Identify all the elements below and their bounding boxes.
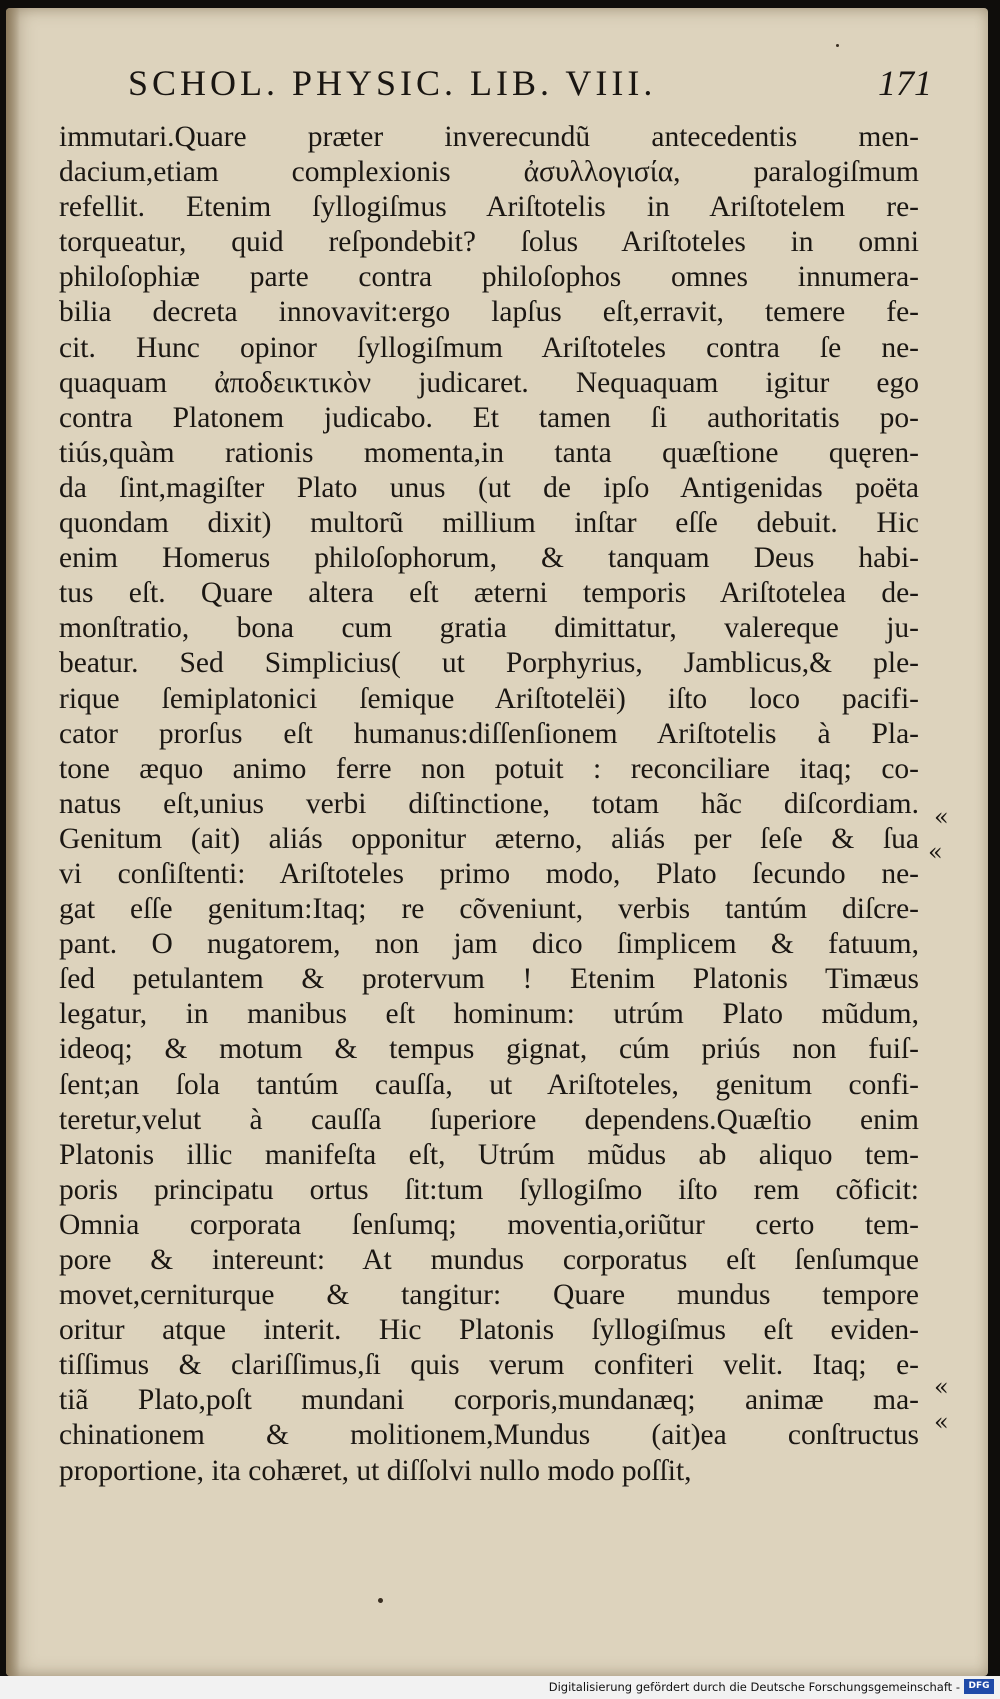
text-line: enim Homerus philoſophorum, & tanquam Deus habi- bbox=[59, 542, 919, 575]
text-line: Omnia corporata ſenſumq; moventia,oriũtur certo tem- bbox=[59, 1208, 919, 1241]
text-block bbox=[59, 120, 919, 1489]
text-line: beatur. Sed Simplicius( ut Porphyrius, Jamblicus,& ple- bbox=[59, 647, 919, 680]
text-line: teretur,velut à cauſſa ſuperiore dependens.Quæſtio enim bbox=[59, 1103, 919, 1136]
text-line: immutari.Quare præter inverecundũ antecedentis men- bbox=[59, 121, 919, 153]
text-line: bilia decreta innovavit:ergo lapſus eſt,erravit, temere fe- bbox=[59, 296, 919, 329]
text-line: tiſſimus & clariſſimus,ſi quis verum confiteri velit. Itaq; e- bbox=[59, 1349, 919, 1382]
text-line: da ſint,magiſter Plato unus (ut de ipſo Antigenidas poëta bbox=[59, 471, 919, 504]
text-line: movet,cerniturque & tangitur: Quare mundus tempore bbox=[59, 1279, 919, 1312]
text-line: contra Platonem judicabo. Et tamen ſi authoritatis po- bbox=[59, 401, 919, 434]
text-line: chinationem & molitionem,Mundus (ait)ea conſtructus bbox=[59, 1419, 919, 1452]
ink-speck bbox=[836, 44, 839, 47]
text-line: proportione, ita cohæret, ut diſſolvi nullo modo poſſit, bbox=[59, 1454, 692, 1487]
text-line: natus eſt,unius verbi diſtinctione, totam hãc diſcordiam. bbox=[59, 787, 919, 820]
quotation-mark: « bbox=[928, 838, 943, 866]
quotation-mark: « bbox=[934, 1373, 949, 1401]
dfg-logo: DFG bbox=[964, 1679, 994, 1694]
text-line: Genitum (ait) aliás opponitur æterno, aliás per ſeſe & ſua bbox=[59, 822, 919, 855]
margin-quotation-marks bbox=[928, 8, 974, 1676]
digitization-footer bbox=[0, 1676, 1000, 1699]
text-line: ideoq; & motum & tempus gignat, cúm priús non fuiſ- bbox=[59, 1033, 919, 1066]
text-line: Platonis illic manifeſta eſt, Utrúm mũdus ab aliquo tem- bbox=[59, 1138, 919, 1171]
text-line: gat eſſe genitum:Itaq; re cõveniunt, verbis tantúm diſcre- bbox=[59, 893, 919, 926]
text-line: quaquam ἀποδεικτικὸν judicaret. Nequaquam igitur ego bbox=[59, 366, 919, 399]
text-line: ſed petulantem & protervum ! Etenim Platonis Timæus bbox=[59, 963, 919, 996]
text-line: cit. Hunc opinor ſyllogiſmum Ariſtoteles contra ſe ne- bbox=[59, 331, 919, 364]
footer-credit: Digitalisierung gefördert durch die Deutsche Forschungsgemeinschaft - bbox=[548, 1680, 960, 1694]
text-line: tone æquo animo ferre non potuit : reconciliare itaq; co- bbox=[59, 752, 919, 785]
running-title: SCHOL. PHYSIC. LIB. VIII. bbox=[128, 63, 657, 103]
page-number: 171 bbox=[878, 63, 932, 103]
quotation-mark: « bbox=[934, 1408, 949, 1436]
text-line: ſent;an ſola tantúm cauſſa, ut Ariſtoteles, genitum confi- bbox=[59, 1068, 919, 1101]
running-head bbox=[6, 62, 974, 112]
text-line: rique ſemiplatonici ſemique Ariſtotelëi) iſto loco pacifi- bbox=[59, 682, 919, 715]
text-line: cator prorſus eſt humanus:diſſenſionem Ariſtotelis à Pla- bbox=[59, 717, 919, 750]
text-line: pore & intereunt: At mundus corporatus eſt ſenſumque bbox=[59, 1244, 919, 1276]
text-line: oritur atque interit. Hic Platonis ſyllogiſmus eſt eviden- bbox=[59, 1314, 919, 1347]
text-line: quondam dixit) multorũ millium inſtar eſſe debuit. Hic bbox=[59, 507, 919, 540]
text-line: torqueatur, quid reſpondebit? ſolus Ariſtoteles in omni bbox=[59, 226, 919, 259]
text-line: vi conſiſtenti: Ariſtoteles primo modo, Plato ſecundo ne- bbox=[59, 857, 919, 890]
text-line: poris principatu ortus ſit:tum ſyllogiſmo iſto rem cõficit: bbox=[59, 1173, 919, 1206]
ink-speck bbox=[378, 1598, 383, 1603]
text-line: tus eſt. Quare altera eſt æterni temporis Ariſtotelea de- bbox=[59, 577, 919, 610]
page-gutter-shadow bbox=[6, 8, 20, 1676]
text-line: refellit. Etenim ſyllogiſmus Ariſtotelis in Ariſtotelem re- bbox=[59, 191, 919, 224]
text-line: philoſophiæ parte contra philoſophos omnes innumera- bbox=[59, 261, 919, 294]
text-line: tiús,quàm rationis momenta,in tanta quæſtione quęren- bbox=[59, 436, 919, 469]
text-line: tiã Plato,poſt mundani corporis,mundanæq; animæ ma- bbox=[59, 1384, 919, 1417]
text-line: monſtratio, bona cum gratia dimittatur, valereque ju- bbox=[59, 612, 919, 645]
text-line: dacium,etiam complexionis ἀσυλλογισία, paralogiſmum bbox=[59, 156, 919, 189]
text-line: pant. O nugatorem, non jam dico ſimplicem & fatuum, bbox=[59, 928, 919, 961]
book-page bbox=[6, 8, 988, 1676]
text-line: legatur, in manibus eſt hominum: utrúm Plato mũdum, bbox=[59, 998, 919, 1031]
quotation-mark: « bbox=[934, 803, 949, 831]
